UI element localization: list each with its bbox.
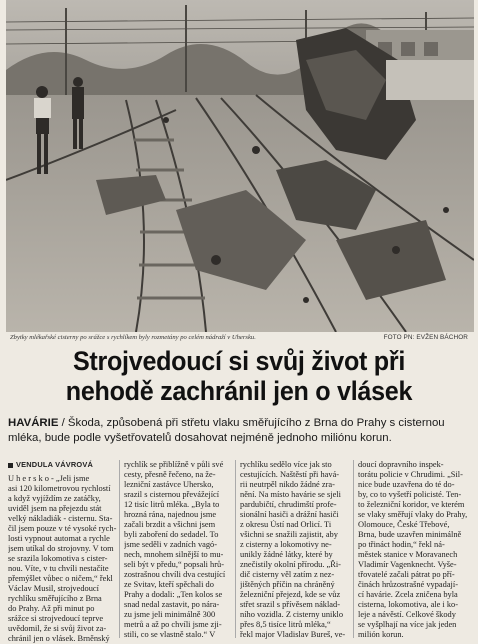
article-line: se vlaky směřují vlaky do Prahy,	[358, 510, 468, 519]
article-line: snad nedal zastavit, po nára-	[124, 600, 220, 609]
article-line: chránil jen o vlásek. Brněnský	[8, 634, 110, 643]
article-line: činách hrůzostrašné vypadají-	[358, 580, 458, 589]
article-line: nech, mnohem silnější to mu-	[124, 550, 224, 559]
article-line: velký nákladiák - cisternu. Sta-	[8, 514, 113, 523]
byline-author: VENDULA VÁVROVÁ	[16, 460, 94, 469]
column-divider	[119, 460, 120, 638]
article-line: uvědomil, že si svůj život za-	[8, 624, 107, 633]
article-line: seli být v předu,“ popsali hrů-	[124, 560, 225, 569]
article-line: všichni se snažili zajistit, aby	[240, 530, 338, 539]
article-line: srazil s cisternou převážející	[124, 490, 220, 499]
article-line: řekl major Vladislav Bureš, ve-	[240, 630, 346, 639]
article-line: uviděl jsem na přejezdu stát	[8, 504, 102, 513]
article-line: zu jsme jeli minimálně 300	[124, 610, 216, 619]
article-line: zostrašnou chvíli dva cestující	[124, 570, 226, 579]
article-line: nice bude uzavřena do té do-	[358, 480, 455, 489]
lead-kicker: HAVÁRIE	[8, 417, 59, 429]
article-line: jištěných příčin na chráněný	[240, 580, 335, 589]
article-line: dič cisterny věl zatím z nez-	[240, 570, 335, 579]
article-line: po třináct hodin,“ řekl ná-	[358, 540, 445, 549]
article-line: cestujících. Naštěstí při havá-	[240, 470, 340, 479]
article-line: rychlíku směřujícího z Brna	[8, 594, 102, 603]
article-line: z okresu Ústí nad Orlicí. Ti	[240, 520, 332, 529]
article-line: se srazila lokomotiva s cister-	[8, 554, 108, 563]
article-line: torátu policie v Chrudimi. „Sil-	[358, 470, 463, 479]
article-line: nění. Na místo havárie se sjeli	[240, 490, 341, 499]
headline	[17, 346, 462, 406]
article-line: hrozná rána, najednou jsme	[124, 510, 217, 519]
article-line: rii neutrpěl nikdo žádné zra-	[240, 480, 335, 489]
article-line: do Prahy. Až při minut po	[8, 604, 95, 613]
article-line: stili, co se vlastně stalo.“ V	[124, 630, 216, 639]
article-line: srážce si strojvedoucí teprve	[8, 614, 104, 623]
article-line: přes 8,5 tisíce litrů mléka,“	[240, 620, 331, 629]
article-line: městek stanice v Moravanech	[358, 550, 458, 559]
article-line: 12 tisíc litrů mléka. „Byla to	[124, 500, 220, 509]
article-line: jsme seděli v zadních vagó-	[124, 540, 218, 549]
photo-credit: FOTO PN: EVŽEN BÁCHOR	[383, 334, 468, 341]
column-divider	[235, 460, 236, 638]
article-line: znečistily okolní přírodu. „Ři-	[240, 560, 341, 569]
article-line: nou. Víte, v tu chvíli nestačíte	[8, 564, 109, 573]
photo-caption: Zbytky mlékařské cisterny po srážce s rychlíkem byly rozmetány po celém nádraží v Uhersku.	[10, 334, 256, 341]
article-line: čil jsem pouze v té vysoké rych-	[8, 524, 117, 533]
article-line: ního vozidla. Z cisterny uniklo	[240, 610, 344, 619]
article-line: přemýšlet vůbec o ničem,“ řekl	[8, 574, 113, 583]
article-line: Václav Musil, strojvedoucí	[8, 584, 99, 593]
article-line: rychlíku sedělo více jak sto	[240, 460, 332, 469]
article-line: by, co to vyšetří policisté. Ten-	[358, 490, 462, 499]
article-line: milión korun.	[358, 630, 404, 639]
article-column-1	[8, 474, 118, 644]
byline-square-icon	[8, 463, 13, 468]
article-line: U h e r s k o - „Jeli jsme	[8, 474, 90, 483]
article-line: losti vypnout automat a rychle	[8, 534, 110, 543]
article-line: ze Svitav, kteří spěchali do	[124, 580, 214, 589]
article-line: leje a návěstí. Celkové škody	[358, 610, 456, 619]
news-photo	[6, 0, 474, 332]
article-line: se vyšplhají na více jak jeden	[358, 620, 457, 629]
lead-text: / Škoda, způsobená při střetu vlaku směřujícího z Brna do Prahy s cisternou mléka, bude podle vyšetřovatelů dosahovat nejméně jednoho miliónu korun.	[8, 417, 445, 444]
headline-line-1: Strojvedoucí si svůj život při	[72, 346, 406, 376]
article-line: unikly žádné látky, které by	[240, 550, 333, 559]
column-divider	[353, 460, 354, 638]
article-line: železniční přejezd, kde se vůz	[240, 590, 341, 599]
article-line: lezniční zastávce Uhersko,	[124, 480, 214, 489]
article-line: třovatelé začali pátrat po pří-	[358, 570, 455, 579]
article-line: pardubičtí, chrudimští profe-	[240, 500, 337, 509]
article-line: Olomouce, České Třebové,	[358, 520, 450, 529]
article-line: to železniční koridor, ve kterém	[358, 500, 465, 509]
article-line: cisterna, lokomotiva, ale i ko-	[358, 600, 459, 609]
article-line: střet srazil s přívěsem náklad-	[240, 600, 341, 609]
article-line: cesty, přesně řečeno, na že-	[124, 470, 216, 479]
article-line: Brna, bude uzavřen minimálně	[358, 530, 462, 539]
byline	[8, 460, 116, 469]
article-column-2	[124, 460, 234, 640]
article-column-4	[358, 460, 468, 640]
article-line: Vladimír Vagenknecht. Vyše-	[358, 560, 457, 569]
article-column-3	[240, 460, 350, 640]
article-line: Prahy a dodali: „Ten kolos se	[124, 590, 223, 599]
article-line: cí havárie. Zcela zničena byla	[358, 590, 458, 599]
article-line: začali brzdit a všichni jsem	[124, 520, 216, 529]
article-line: asi 120 kilometrovou rychlostí	[8, 484, 111, 493]
article-line: rychlík se přiblížně v půli své	[124, 460, 224, 469]
article-line: jsem utíkal do strojovny. V tom	[8, 544, 114, 553]
lead-paragraph	[8, 416, 472, 446]
article-line: sionální hasiči a drážní hasiči	[240, 510, 339, 519]
article-line: doucí dopravního inspek-	[358, 460, 444, 469]
article-line: a když vyjíždím ze zatáčky,	[8, 494, 101, 503]
article-line: metrů a až po chvíli jsme zji-	[124, 620, 222, 629]
article-line: byli zaboření do sedadel. To	[124, 530, 219, 539]
headline-line-2: nehodě zachránil jen o vlásek	[65, 376, 413, 406]
article-line: z cisterny a lokomotivy ne-	[240, 540, 332, 549]
